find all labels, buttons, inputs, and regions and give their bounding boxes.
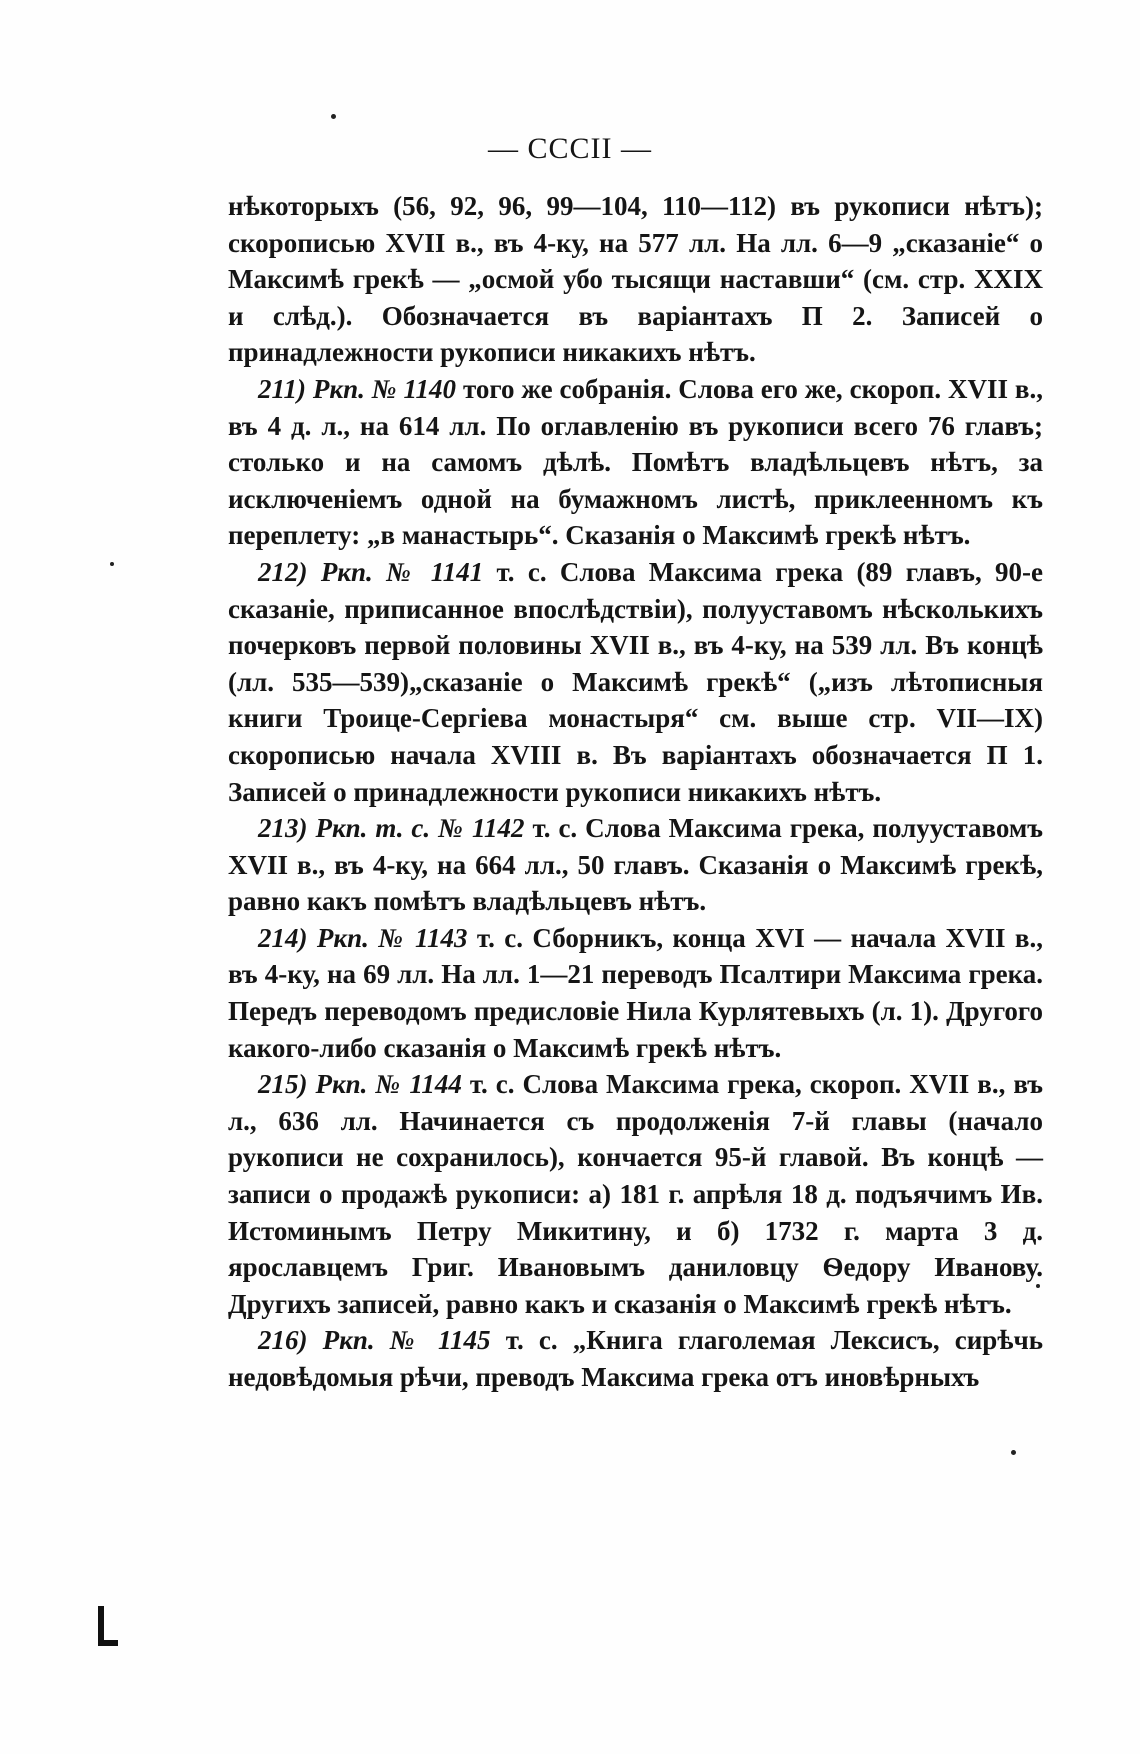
- manuscript-ref: 213) Ркп. т. с. № 1142: [258, 813, 525, 844]
- manuscript-ref: 212) Ркп. № 1141: [258, 556, 484, 587]
- entry-212: [228, 554, 1043, 810]
- entry-213: [228, 810, 1043, 920]
- paragraph-continuation: [228, 188, 1043, 371]
- entry-211: [228, 371, 1043, 554]
- entry-216: [228, 1322, 1043, 1395]
- page-number: — CCCII —: [487, 132, 652, 165]
- entry-text: т. с. Слова Максима грека (89 главъ, 90-е сказаніе, приписанное впослѣдствіи), полууставомъ нѣсколькихъ почерковъ первой половины XVII в., въ 4-ку, на 539 лл. Въ концѣ (лл. 535—539)„сказаніе о Максимѣ грекѣ“ („изъ лѣтописныя книги Троице-Сергіева монастыря“ см. выше стр. VII—IX) скорописью начала XVIII в. Въ варіантахъ обозначается П 1. Записей о принадлежности рукописи никакихъ нѣтъ.: [228, 556, 1043, 807]
- manuscript-ref: 214) Ркп. № 1143: [258, 922, 468, 953]
- entry-text: того же собранія. Слова его же, скороп. XVII в., въ 4 д. л., на 614 лл. По оглавленію въ рукописи всего 76 главъ; столько и на самомъ дѣлѣ. Помѣтъ владѣльцевъ нѣтъ, за исключеніемъ одной на бумажномъ листѣ, приклеенномъ къ переплету: „в манастырь“. Сказанія о Максимѣ грекѣ нѣтъ.: [228, 373, 1043, 551]
- entry-214: [228, 920, 1043, 1066]
- manuscript-ref: 211) Ркп. № 1140: [258, 373, 457, 404]
- entry-text: т. с. Слова Максима грека, полууставомъ XVII в., въ 4-ку, на 664 лл., 50 главъ. Сказанія о Максимѣ грекѣ, равно какъ помѣтъ владѣльцевъ нѣтъ.: [228, 813, 1043, 917]
- ink-speck: [331, 114, 336, 119]
- entry-text: т. с. „Книга глаголемая Лексисъ, сирѣчь недовѣдомыя рѣчи, преводъ Максима грека отъ иновѣрныхъ: [228, 1325, 1044, 1392]
- paragraph-text: нѣкоторыхъ (56, 92, 96, 99—104, 110—112) въ рукописи нѣтъ); скорописью XVII в., въ 4-ку, на 577 лл. На лл. 6—9 „сказаніе“ о Максимѣ грекѣ — „осмой убо тысящи наставши“ (см. стр. XXIX и слѣд.). Обозначается въ варіантахъ П 2. Записей о принадлежности рукописи никакихъ нѣтъ.: [228, 191, 1043, 368]
- ink-speck: [1011, 1450, 1016, 1455]
- ink-speck: [110, 562, 114, 566]
- entry-text: т. с. Сборникъ, конца XVI — начала XVII в., въ 4-ку, на 69 лл. На лл. 1—21 переводъ Псалтири Максима грека. Передъ переводомъ предисловіе Нила Курлятевыхъ (л. 1). Другого какого-либо сказанія о Максимѣ грекѣ нѣтъ.: [228, 922, 1043, 1063]
- manuscript-ref: 216) Ркп. № 1145: [258, 1325, 491, 1356]
- manuscript-ref: 215) Ркп. № 1144: [258, 1069, 462, 1100]
- entry-215: [228, 1066, 1043, 1322]
- margin-mark: [98, 1640, 118, 1646]
- entry-text: т. с. Слова Максима грека, скороп. XVII в., въ л., 636 лл. Начинается съ продолженія 7-й главы (начало рукописи не сохранилось), кончается 95-й главой. Въ концѣ — записи о продажѣ рукописи: а) 181 г. апрѣля 18 д. подъячимъ Ив. Истоминымъ Петру Микитину, и б) 1732 г. марта 3 д. ярославцемъ Григ. Ивановымъ даниловцу Ѳедору Иванову. Другихъ записей, равно какъ и сказанія о Максимѣ грекѣ нѣтъ.: [228, 1069, 1043, 1319]
- body-text: [228, 188, 1043, 1396]
